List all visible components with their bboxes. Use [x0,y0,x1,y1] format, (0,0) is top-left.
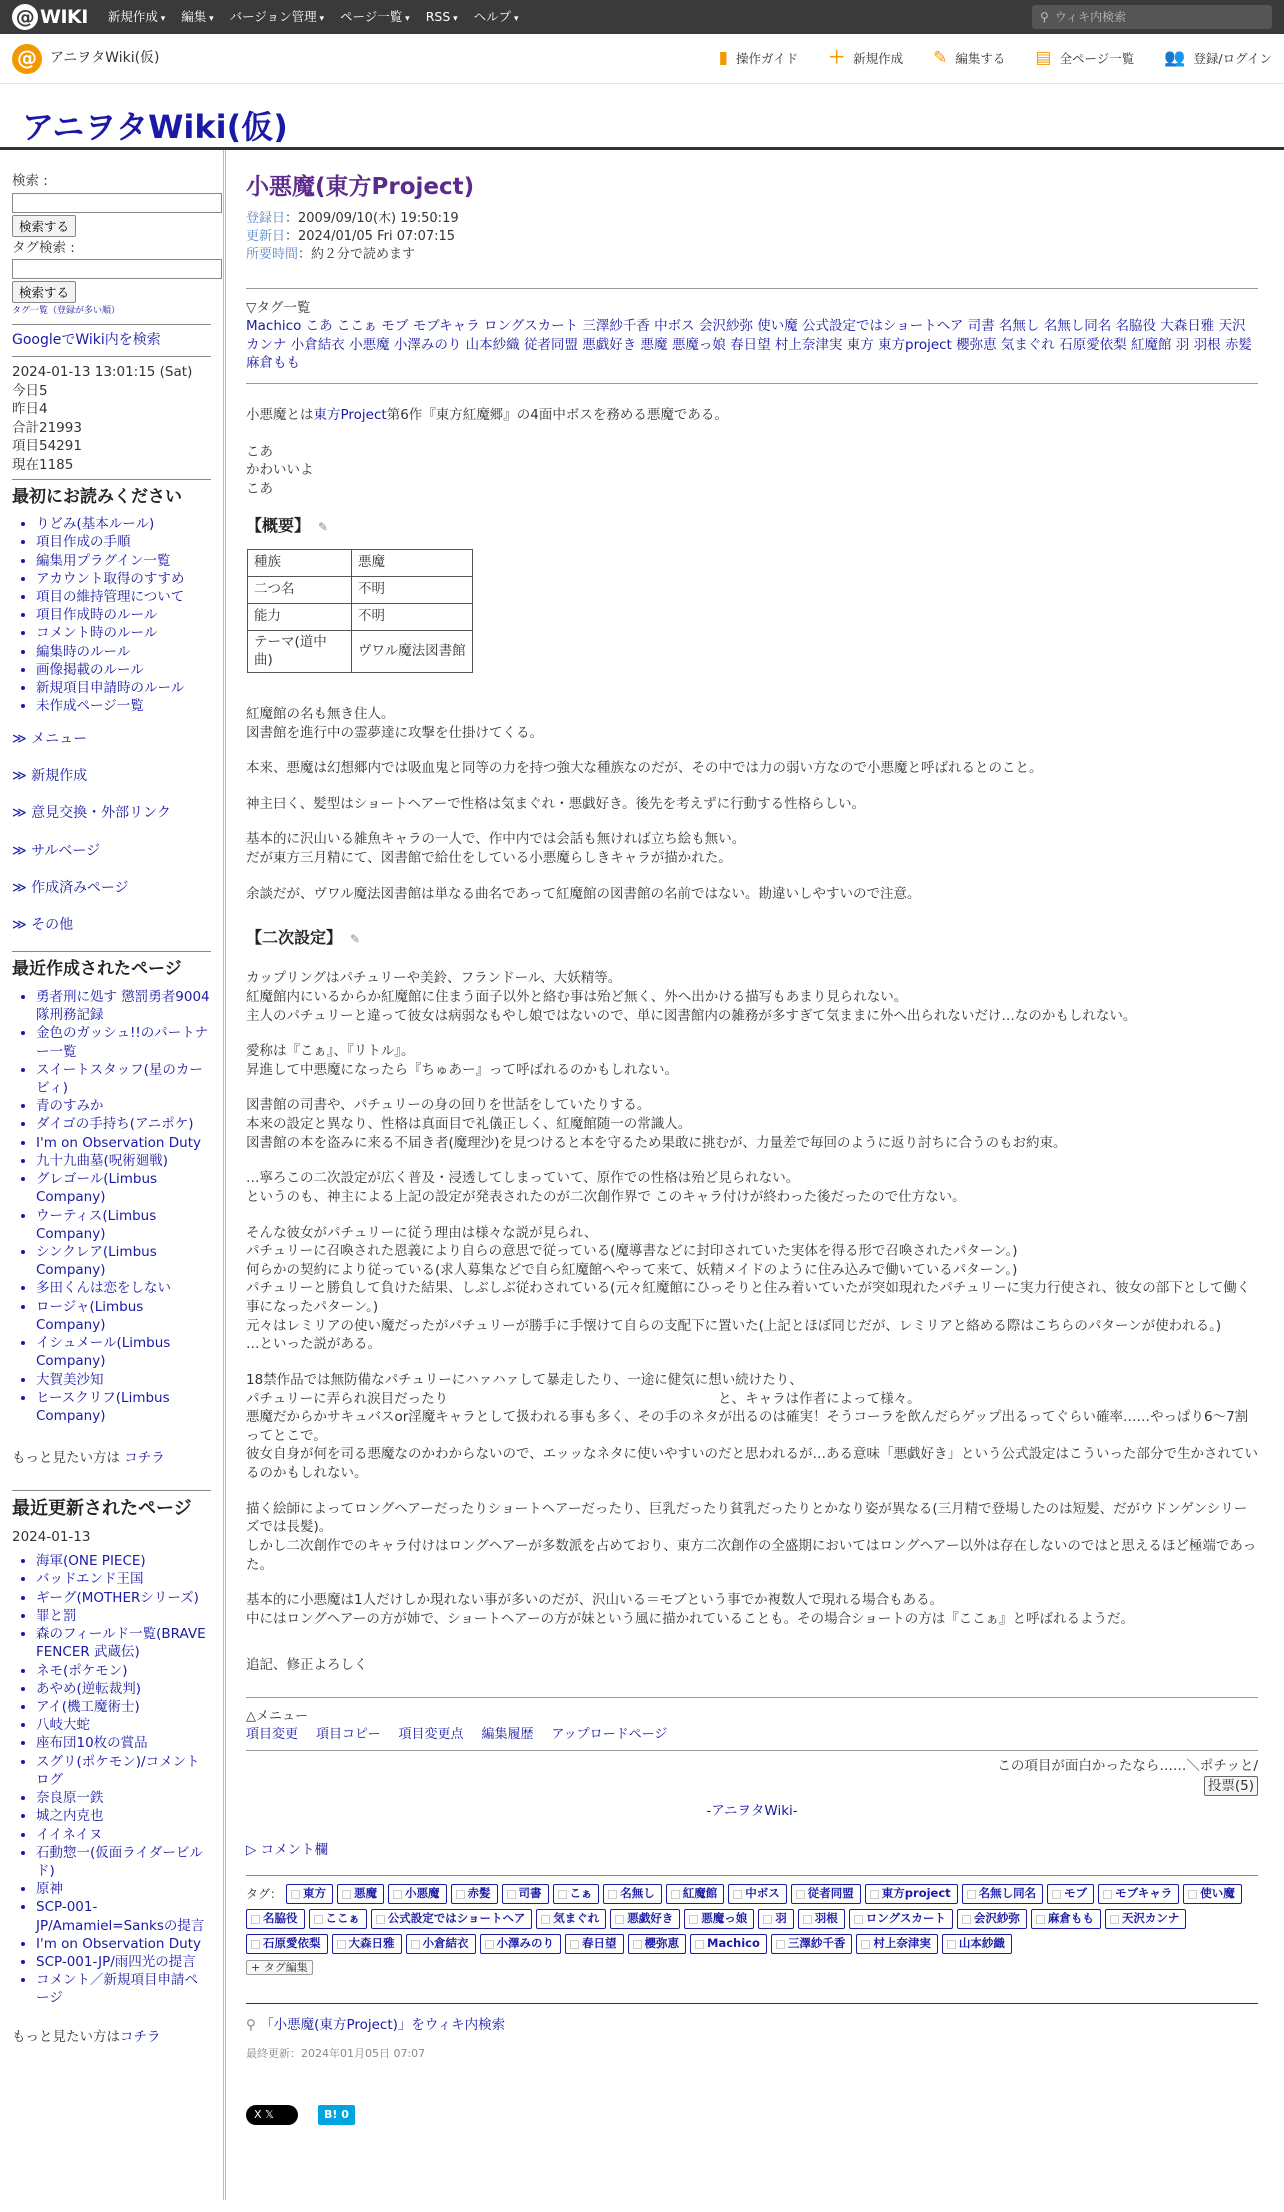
recent-created-link[interactable]: • 九十九曲墓(呪術廻戦) [36,1152,211,1170]
menu-rss[interactable]: RSS ▾ [426,8,458,25]
tag-link[interactable]: 羽 [758,1909,794,1929]
at-icon: @ [12,44,42,74]
edit-link[interactable]: ✎ 編集する [933,48,1006,68]
tag-link[interactable]: 小澤みのり [480,1934,562,1954]
sidebar-accordion[interactable]: ≫ 意見交換・外部リンク [12,800,211,827]
text-line: パチュリーに弄られ涙目だったり と、キャラは作者によって様々。 [246,1390,921,1407]
last-update: 最終更新：2024年01月05日 07:07 [246,2047,426,2061]
recent-created-link[interactable]: • イシュメール(Limbus Company) [36,1334,211,1370]
atwiki-logo[interactable]: @ WIKI [12,4,88,30]
at-icon: @ [12,4,38,30]
page-title: 小悪魔(東方Project) [246,174,475,200]
tag-link[interactable]: Machico [690,1934,767,1954]
menu-pages[interactable]: ページ一覧 ▾ [340,8,410,25]
text-line: 中にはロングヘアーの方が姉で、ショートヘアーの方が妹という風に描かれていることも。その場合ショートの方は『ここぁ』と呼ばれるようだ。 [246,1610,1135,1627]
menu-diff[interactable]: 項目変更点 [398,1727,464,1743]
tag-link[interactable]: 名脇役 [246,1909,305,1929]
text-line: 神主曰く、髪型はショートヘアーで性格は気まぐれ・悪戯好き。後先を考えずに行動する性格らしい。 [246,795,866,812]
info-row [248,603,473,630]
text-line: 図書館の司書や、パチュリーの身の回りを世話をしていたりする。 [246,1097,651,1114]
tag-link[interactable]: 石原愛依梨 [246,1934,328,1954]
tag-link[interactable]: 名無し同名 [962,1884,1044,1904]
text-line: 余談だが、ヴワル魔法図書館は単なる曲名であって紅魔館の図書館の名前ではない。勘違いしやすいので注意。 [246,885,921,902]
top-bar [0,0,1284,34]
tag-link[interactable]: 従者同盟 [791,1884,861,1904]
search-icon: ⚲ [246,2016,261,2033]
recent-updated-link[interactable]: • コメント／新規項目申請ページ [36,1971,211,2007]
tag-section: タグ： 東方 悪魔 小悪魔 赤髪 司書 こぁ 名無し 紅魔館 中ボス 従者同盟 東方project 名無し同名 モブ モブキャラ 使い魔 名脇役 ここぁ 公式設定ではショートヘア 気まぐれ 悪戯好き 悪魔っ娘 羽 羽根 ロングスカート 会沢紗弥 麻倉もも 天沢カンナ 石原愛依梨 大森日雅 小倉結衣 小澤みのり 春日望 櫻弥恵 Machico 三澤紗千香 村上奈津実 山本紗織 [246,1875,1258,1954]
recent-created-link[interactable]: • ウーティス(Limbus Company) [36,1207,211,1243]
sub-bar [0,34,1284,84]
text-line: 元々はレミリアの使い魔だったがパチュリーが勝手に手懐けて自らの支配下に置いた(上記とほぼ同じだが、レミリアと絡める際はこちらのパターンが使われる。) [246,1317,1222,1334]
recent-created-link[interactable]: • ヒースクリフ(Limbus Company) [36,1389,211,1425]
recent-created-link[interactable]: • ダイゴの手持ち(アニポケ) [36,1115,211,1133]
tag-search-label: タグ検索 : [12,239,75,256]
tag-link[interactable]: こぁ [553,1884,600,1904]
tag-link[interactable]: 三澤紗千香 [771,1934,853,1954]
vote-area: この項目が面白かったなら……＼ポチッと/ 投票(5) [246,1757,1258,1796]
text-line: 描く絵師によってロングヘアーだったりショートヘアーだったり、巨乳だったり貧乳だったりとかなり姿が異なる(三月精で登場したのは短髪、だがウドンゲンシリーズでは長髪)。 [246,1500,1248,1536]
info-value: 不明 [352,603,473,630]
stats: 2024-01-13 13:01:15 (Sat) 今日5 昨日4 合計21993 項目54291 現在1185 [12,363,193,474]
recent-updated-link[interactable]: • 海軍(ONE PIECE) [36,1552,211,1570]
menu-edit[interactable]: 編集 ▾ [181,8,213,25]
tag-link[interactable]: 名無し [603,1884,662,1904]
recent-updated-list [12,1552,211,2007]
text-line: 何らかの契約により従っている(求人募集などで自ら紅魔館へやって来て、妖精メイドのように住み込みで働いているパターン。) [246,1261,1018,1278]
vote-button[interactable]: 投票(5) [1204,1776,1258,1797]
paragraph [246,885,1258,904]
sidebar-link[interactable]: • 未作成ページ一覧 [36,697,211,715]
sidebar-accordion[interactable]: ≫ サルベージ [12,838,211,865]
tag-link[interactable]: 公式設定ではショートヘア [371,1909,532,1929]
menu-copy[interactable]: 項目コピー [316,1727,381,1743]
pencil-icon: ✎ [933,48,948,68]
tag-link[interactable]: 村上奈津実 [856,1934,938,1954]
tag-list-link[interactable]: タグ一覧（登録が多い順） [12,306,121,317]
tag-link[interactable]: ロングスカート [849,1909,953,1929]
wiki-title[interactable]: アニヲタWiki(仮) [0,84,1284,150]
text-line: 本来、悪魔は幻想郷内では吸血鬼と同等の力を持つ強大な種族なのだが、その中では力の弱い方なので小悪魔と呼ばれるとのこと。 [246,760,1043,777]
tag-link[interactable]: モブ [1047,1884,1094,1904]
tag-link[interactable]: 櫻弥恵 [628,1934,687,1954]
sidebar-link[interactable]: • 画像掲載のルール [36,661,211,679]
text-line: しかし二次創作でのキャラ付けはロングヘアーが多数派を占めており、東方二次創作の全盛期においてはロングヘアー以外は存在しないのではと思えるほど極端であった。 [246,1537,1257,1573]
page-menu: △メニュー 項目変更 項目コピー 項目変更点 編集履歴 アップロードページ [246,1709,668,1743]
search-icon: ⚲ [1040,9,1049,24]
recent-created-link[interactable]: • 大賀美沙知 [36,1371,211,1389]
info-value: 不明 [352,576,473,603]
info-key: 能力 [248,603,352,630]
paragraph [246,1096,1258,1152]
login-link[interactable]: 👥 登録/ログイン [1164,48,1272,68]
tag-link[interactable]: 山本紗織 [942,1934,1012,1954]
all-pages-link[interactable]: ▤ 全ページ一覧 [1035,48,1135,68]
recent-updated-link[interactable]: • スグリ(ポケモン)/コメントログ [36,1753,211,1789]
sidebar-accordion[interactable]: ≫ 作成済みページ [12,875,211,902]
menu-change[interactable]: 項目変更 [246,1727,299,1743]
recent-updated-link[interactable]: • あやめ(逆転裁判) [36,1680,211,1698]
search-input[interactable] [12,193,222,213]
info-row [248,576,473,603]
menu-new[interactable]: 新規作成 ▾ [108,8,165,25]
recent-created-link[interactable]: • 多田くんは恋をしない [36,1279,211,1297]
text-line: …寧ろこの二次設定が広く普及・浸透してしまっていて、原作での性格は殆ど見られない。 [246,1170,800,1187]
recent-updated-link[interactable]: • 城之内克也 [36,1807,211,1825]
google-search-link[interactable]: GoogleでWiki内を検索 [12,331,161,348]
recent-created-link[interactable]: • スイートスタッフ(星のカービィ) [36,1061,211,1097]
tag-link[interactable]: 小倉結衣 [406,1934,476,1954]
recent-created-link[interactable]: • グレゴール(Limbus Company) [36,1170,211,1206]
recent-updated-link[interactable]: • アイ(機工魔術士) [36,1698,211,1716]
recent-created-heading: 最近作成されたページ [12,951,211,981]
search-button[interactable]: 検索する [12,215,76,237]
tag-link[interactable]: 春日望 [565,1934,624,1954]
recent-created-link[interactable]: • シンクレア(Limbus Company) [36,1243,211,1279]
text-line: 主人のパチュリーと違って彼女は病弱なもやし娘ではないので、単に図書館内の雑務が多すぎて気ままに外へ出られないだけ…なのかもしれない。 [246,1007,1137,1024]
sidebar-link[interactable]: • アカウント取得のすすめ [36,570,211,588]
guide-icon: ▮ [718,48,728,68]
text-line: パチュリーと勝負して負けた結果、しぶしぶ従わされている(元々紅魔館にひっそりと住み着いていたが突如現れたパチュリーに実力行使され、彼女の部下として働く事になったパターン。) [246,1280,1251,1316]
recent-created-link[interactable]: • ロージャ(Limbus Company) [36,1298,211,1334]
info-value: 悪魔 [352,549,473,576]
recent-updated-link[interactable]: • 八岐大蛇 [36,1716,211,1734]
recent-updated-link[interactable]: • I'm on Observation Duty [36,1935,211,1953]
sidebar-accordion[interactable]: ≫ 新規作成 [12,763,211,790]
more-created: もっと見たい方は コチラ [12,1450,165,1467]
recent-updated-link[interactable]: • 石動惣一(仮面ライダービルド) [36,1844,211,1880]
tag-link[interactable]: 悪魔っ娘 [684,1909,754,1929]
sidebar [0,150,226,2200]
info-key: 種族 [248,549,352,576]
sidebar-link[interactable]: • 項目作成時のルール [36,606,211,624]
guide-link[interactable]: ▮ 操作ガイド [718,48,799,68]
text-line: というのも、神主による上記の設定が発表されたのが二次創作界で このキャラ付けが終わった後だったので仕方ない。 [246,1188,966,1205]
text-line: カップリングはパチュリーや美鈴、フランドール、大妖精等。 [246,970,622,987]
paragraph [246,1224,1258,1354]
site-logo[interactable]: @ アニヲタWiki(仮) [12,44,160,74]
paragraph [246,1500,1258,1575]
tag-link[interactable]: 紅魔館 [666,1884,725,1904]
menu-history[interactable]: 編集履歴 [481,1727,534,1743]
secondary-heading: 【二次設定】 ✎ [246,928,361,948]
more-updated-link[interactable]: コチラ [120,2028,161,2045]
text-line: 本来の設定と異なり、性格は真面目で礼儀正しく、紅魔館随一の常識人。 [246,1116,692,1133]
more-updated: もっと見たい方はコチラ [12,2028,161,2045]
recent-updated-link[interactable]: • バッドエンド王国 [36,1570,211,1588]
sidebar-accordion[interactable]: ≫ メニュー [12,726,211,753]
tag-search-button[interactable]: 検索する [12,281,76,303]
text-line: …といった説がある。 [246,1336,381,1353]
recent-updated-link[interactable]: • 座布団10枚の賞品 [36,1734,211,1752]
first-read-list [12,515,211,715]
info-row [248,630,473,672]
recent-updated-link[interactable]: • 罪と罰 [36,1607,211,1625]
tag-link[interactable]: 中ボス [728,1884,787,1904]
tag-link[interactable]: ここぁ [309,1909,367,1929]
recent-updated-link[interactable]: • イイネイヌ [36,1826,211,1844]
tag-link[interactable]: 悪戯好き [610,1909,680,1929]
sidebar-link[interactable]: • 項目作成の手順 [36,533,211,551]
tag-link[interactable]: 羽根 [798,1909,845,1929]
menu-version[interactable]: バージョン管理 ▾ [230,8,324,25]
recent-updated-link[interactable]: • 原神 [36,1880,211,1898]
main-content [226,150,1284,2200]
paragraph [246,1371,1258,1483]
closing-text: 追記、修正よろしく [246,1657,368,1674]
paragraph [246,759,1258,778]
hatena-button[interactable]: B! 0 [318,2105,355,2124]
recent-date: 2024-01-13 [12,1528,91,1545]
info-value: ヴワル魔法図書館 [352,630,473,672]
text-line: 彼女自身が何を司る悪魔なのかわからないので、エッッなネタに使いやすいのだと思われるが…ある意味「悪戯好き」という公式設定はこういった部分で生かされているのかもしれない。 [246,1446,1258,1482]
x-share-button[interactable]: X 𝕏 [246,2105,298,2124]
tag-link[interactable]: 大森日雅 [332,1934,402,1954]
tag-link[interactable]: 悪魔 [337,1884,384,1904]
recent-updated-link[interactable]: • SCP-001-JP/雨四光の提言 [36,1953,211,1971]
page-meta: 登録日：2009/09/10(木) 19:50:19 更新日：2024/01/05 Fri 07:07:15 所要時間：約２分で読めます [246,210,459,262]
paragraph [246,705,1258,742]
menu-help[interactable]: ヘルプ ▾ [474,8,519,25]
tag-list-links[interactable]: Machico こあ ここぁ モブ モブキャラ ロングスカート 三澤紗千香 中ボス 会沢紗弥 使い魔 公式設定ではショートヘア 司書 名無し 名無し同名 名脇役 大森日雅 天沢カンナ 小倉結衣 小悪魔 小澤みのり 山本紗織 従者同盟 悪戯好き 悪魔 悪魔っ娘 春日望 村上奈津実 東方 東方project 櫻弥恵 気まぐれ 石原愛依梨 紅魔館 羽 羽根 赤髪 麻倉もも [246,318,1252,372]
tag-link[interactable]: 東方 [286,1884,333,1904]
recent-created-list [12,988,211,1425]
comment-toggle[interactable]: ▷ コメント欄 [246,1841,329,1858]
info-key: テーマ(道中曲) [248,630,352,672]
text-line: 紅魔館内にいるからか紅魔館に住まう面子以外と絡む事は殆ど無く、外へ出かける描写もあまり見られない。 [246,988,908,1005]
aa-block: こあ かわいいよ こあ [246,443,314,497]
search-within[interactable]: ⚲ 「小悪魔(東方Project)」をウィキ内検索 [246,2016,506,2033]
recent-updated-heading: 最近更新されたページ [12,1490,211,1522]
sidebar-link[interactable]: • 編集用プラグイン一覧 [36,552,211,570]
text-line: 基本的に沢山いる雑魚キャラの一人で、作中内では会話も無ければ立ち絵も無い。 [246,831,746,848]
sidebar-link[interactable]: • 編集時のルール [36,643,211,661]
paragraph [246,1591,1258,1628]
menu-upload[interactable]: アップロードページ [551,1727,668,1743]
edit-section-icon[interactable]: ✎ [318,519,329,534]
plus-icon: ＋ [828,48,846,68]
recent-created-link[interactable]: • I'm on Observation Duty [36,1134,211,1152]
text-line: 紅魔館の名も無き住人。 [246,705,395,722]
recent-created-link[interactable]: • 金色のガッシュ!!のパートナー一覧 [36,1024,211,1060]
search-label: 検索 : [12,173,48,189]
tag-link[interactable]: 司書 [502,1884,549,1904]
sub-nav [719,50,1272,67]
tag-link[interactable]: 東方project [865,1884,958,1904]
edit-section-icon[interactable]: ✎ [350,932,361,947]
tag-edit-button[interactable]: + タグ編集 [246,1960,313,1975]
sidebar-link[interactable]: • りどみ(基本ルール) [36,515,211,533]
tag-link[interactable]: 天沢カンナ [1105,1909,1187,1929]
user-add-icon: 👥 [1164,48,1186,68]
recent-created-link[interactable]: • 青のすみか [36,1097,211,1115]
tag-list-heading: ▽タグ一覧 [246,299,311,316]
sidebar-link[interactable]: • 新規項目申請時のルール [36,679,211,697]
touhou-link[interactable]: 東方Project [313,407,387,424]
new-page-link[interactable]: ＋ 新規作成 [828,48,904,68]
info-row [248,549,473,576]
tag-link[interactable]: 使い魔 [1183,1884,1242,1904]
footer-site-link[interactable]: -アニヲタWiki- [706,1803,798,1820]
recent-updated-link[interactable]: • 奈良原一鉄 [36,1789,211,1807]
intro: 小悪魔とは東方Project第6作『東方紅魔郷』の4面中ボスを務める悪魔である。 [246,407,728,424]
text-line: 図書館の本を盗みに来る不届き者(魔理沙)を見つけると本を守るため果敢に挑むが、力量差で毎回のように返り討ちに合うのもお約束。 [246,1134,1067,1151]
text-line: そんな彼女がパチュリーに従う理由は様々な説が見られ、 [246,1224,598,1241]
tag-link[interactable]: モブキャラ [1098,1884,1179,1904]
tag-link[interactable]: 小悪魔 [388,1884,447,1904]
recent-updated-link[interactable]: • ギーグ(MOTHERシリーズ) [36,1589,211,1607]
top-menu [108,8,519,25]
text-line: 図書館を進行中の霊夢達に攻撃を仕掛けてくる。 [246,724,543,741]
recent-updated-link[interactable]: • ネモ(ポケモン) [36,1662,211,1680]
info-key: 二つ名 [248,576,352,603]
text-line: 昇進して中悪魔になったら『ちゅあー』って呼ばれるのかもしれない。 [246,1061,678,1078]
text-line: だが東方三月精にて、図書館で給仕をしている小悪魔らしきキャラが描かれた。 [246,850,732,866]
more-created-link[interactable]: コチラ [124,1450,165,1467]
first-read-heading: 最初にお読みください [12,479,211,509]
paragraph [246,795,1258,814]
social-buttons [246,2105,1258,2124]
tag-link[interactable]: 会沢紗弥 [957,1909,1027,1929]
paragraph [246,1169,1258,1206]
tag-search-input[interactable] [12,259,222,279]
text-line: 愛称は『こぁ』、『リトル』。 [246,1043,415,1060]
sidebar-link[interactable]: • 項目の維持管理について [36,588,211,606]
text-line: 悪魔だからかサキュバスor淫魔キャラとして扱われる事も多く、その手のネタが出るのは確実！そうコーラを飲んだらゲップ出るってぐらい確率……やっぱり6～7割ってとこで。 [246,1409,1249,1444]
text-line: 18禁作品では無防備なパチュリーにハァハァして暴走したり、一途に健気に想い続けたり、 [246,1371,803,1388]
info-table [247,549,473,673]
text-line: 基本的に小悪魔は1人だけしか現れない事が多いのだが、沢山いる＝モブという事でか複数人で現れる場合もある。 [246,1592,944,1609]
recent-created-link[interactable]: • 勇者刑に処す 懲罰勇者9004隊刑務記録 [36,988,211,1024]
recent-updated-link[interactable]: • SCP-001-JP/Amamiel=Sanksの提言 [36,1898,211,1934]
tag-link[interactable]: 麻倉もも [1031,1909,1101,1929]
paragraph [246,830,1258,867]
paragraph [246,1042,1258,1079]
document-icon: ▤ [1035,48,1052,68]
recent-updated-link[interactable]: • 森のフィールド一覧(BRAVE FENCER 武蔵伝) [36,1625,211,1661]
sidebar-accordion[interactable]: ≫ その他 [12,912,211,939]
tag-link[interactable]: 気まぐれ [536,1909,606,1929]
paragraph [246,969,1258,1025]
wiki-search-input[interactable]: ⚲ ウィキ内検索 [1032,5,1272,29]
text-line: パチュリーに召喚された恩義により自らの意思で従っている(魔導書などに封印されていた実体を得る形で召喚されたパターン。) [246,1243,1018,1260]
sidebar-link[interactable]: • コメント時のルール [36,624,211,642]
tag-link[interactable]: 赤髪 [451,1884,498,1904]
overview-heading: 【概要】 ✎ [246,515,329,535]
